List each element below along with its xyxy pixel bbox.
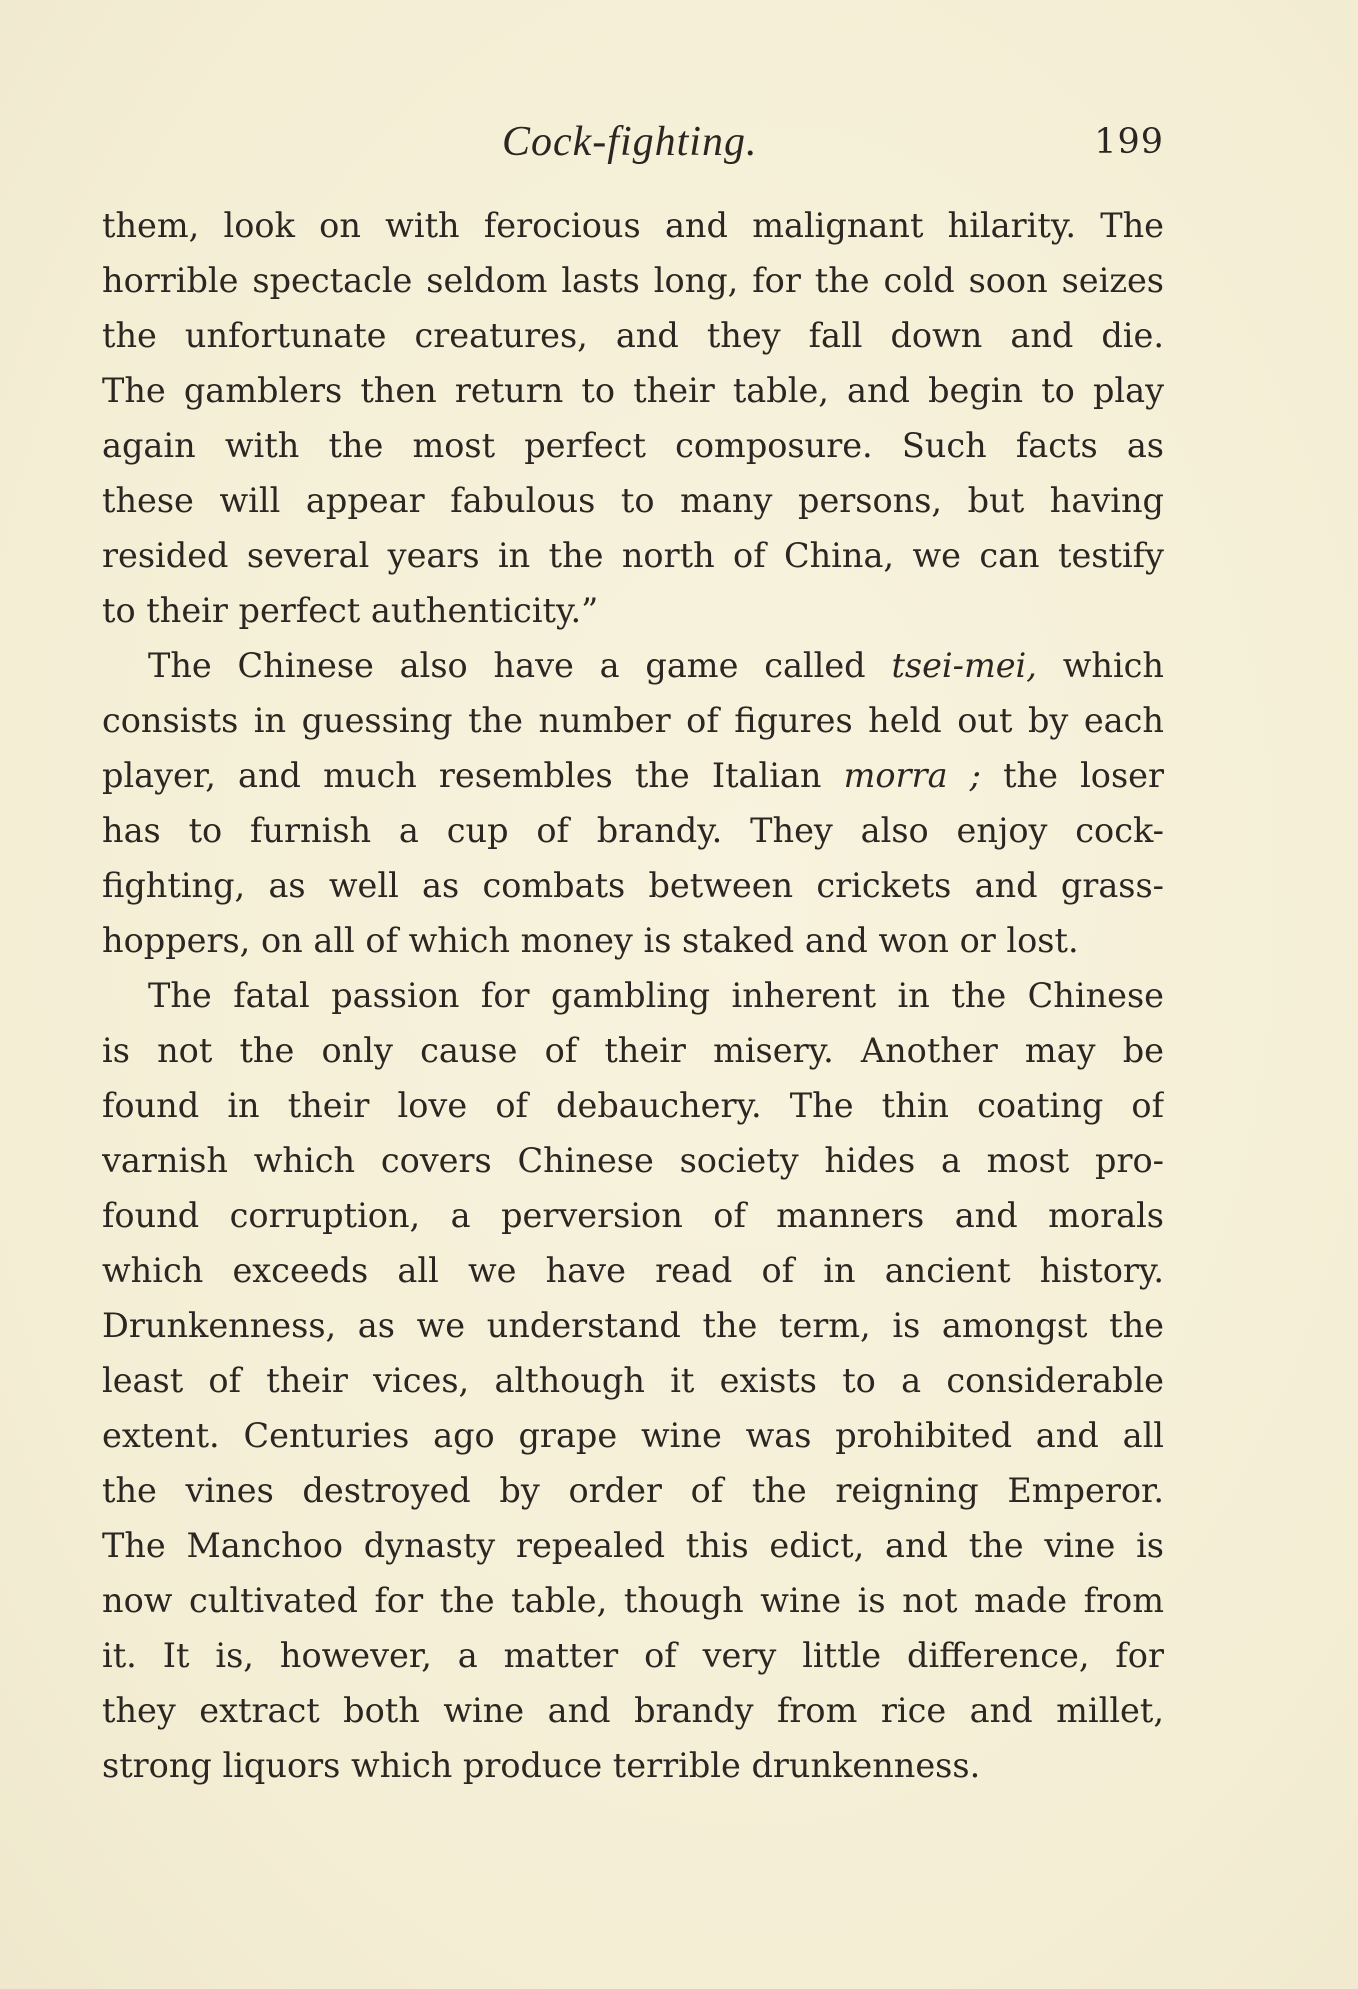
text-line: strong liquors which produce terrible drunkenness. bbox=[102, 1746, 981, 1785]
paragraph-1 bbox=[102, 198, 1164, 638]
text-line: to their perfect authenticity.” bbox=[102, 591, 599, 630]
text-line: least of their vices, although it exists to a considerable bbox=[102, 1361, 1164, 1400]
page-header bbox=[102, 112, 1164, 172]
text-run: The Chinese also have a game called bbox=[148, 646, 892, 685]
text-line: The gamblers then return to their table, and begin to play bbox=[102, 371, 1164, 410]
running-title: Cock-fighting. bbox=[502, 119, 758, 165]
paragraph-2 bbox=[102, 638, 1164, 968]
text-line bbox=[102, 638, 1164, 693]
text-line: they extract both wine and brandy from rice and millet, bbox=[102, 1691, 1164, 1730]
text-line: resided several years in the north of China, we can testify bbox=[102, 536, 1164, 575]
text-run: the loser bbox=[980, 756, 1164, 795]
text-line: again with the most perfect composure. Such facts as bbox=[102, 426, 1164, 465]
text-run: which bbox=[1036, 646, 1164, 685]
paragraph-3 bbox=[102, 968, 1164, 1793]
text-line: which exceeds all we have read of in ancient history. bbox=[102, 1251, 1164, 1290]
text-line: hoppers, on all of which money is staked and won or lost. bbox=[102, 921, 1079, 960]
text-line: consists in guessing the number of figures held out by each bbox=[102, 701, 1164, 740]
text-line: now cultivated for the table, though wine is not made from bbox=[102, 1581, 1164, 1620]
text-line: them, look on with ferocious and malignant hilarity. The bbox=[102, 206, 1164, 245]
italic-term: tsei-mei, bbox=[891, 646, 1037, 685]
text-line: the vines destroyed by order of the reigning Emperor. bbox=[102, 1471, 1164, 1510]
text-line: The Manchoo dynasty repealed this edict, and the vine is bbox=[102, 1526, 1164, 1565]
text-line: these will appear fabulous to many persons, but having bbox=[102, 481, 1164, 520]
italic-term: morra ; bbox=[843, 756, 981, 795]
text-line: horrible spectacle seldom lasts long, for the cold soon seizes bbox=[102, 261, 1164, 300]
text-line: fighting, as well as combats between crickets and grass- bbox=[102, 866, 1164, 905]
text-line: extent. Centuries ago grape wine was prohibited and all bbox=[102, 1416, 1164, 1455]
body-text bbox=[102, 198, 1164, 1793]
text-line: it. It is, however, a matter of very little difference, for bbox=[102, 1636, 1164, 1675]
text-line: the unfortunate creatures, and they fall down and die. bbox=[102, 316, 1164, 355]
text-line: The fatal passion for gambling inherent in the Chinese bbox=[148, 976, 1164, 1015]
text-line: has to furnish a cup of brandy. They also enjoy cock- bbox=[102, 811, 1164, 850]
page-number: 199 bbox=[1094, 122, 1164, 162]
text-line: Drunkenness, as we understand the term, is amongst the bbox=[102, 1306, 1164, 1345]
text-line: varnish which covers Chinese society hides a most pro- bbox=[102, 1141, 1164, 1180]
text-line bbox=[102, 748, 1164, 803]
text-line: is not the only cause of their misery. Another may be bbox=[102, 1031, 1164, 1070]
text-line: found in their love of debauchery. The thin coating of bbox=[102, 1086, 1164, 1125]
text-line: found corruption, a perversion of manners and morals bbox=[102, 1196, 1164, 1235]
text-run: player, and much resembles the Italian bbox=[102, 756, 844, 795]
